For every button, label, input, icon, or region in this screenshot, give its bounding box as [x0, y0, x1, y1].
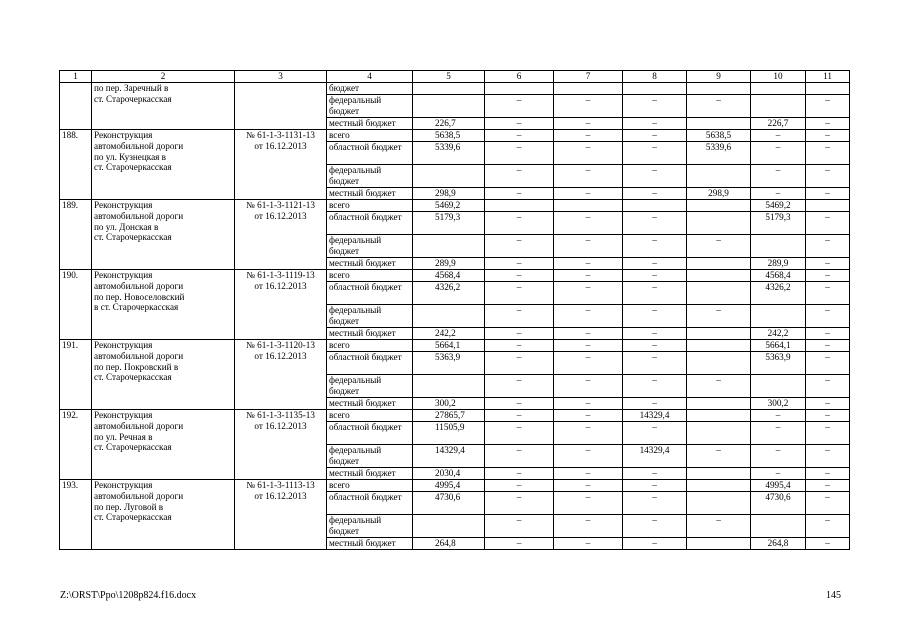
budget-label-cell: всего [327, 410, 413, 422]
value-cell: – [554, 235, 623, 258]
value-cell [687, 258, 751, 270]
value-cell: 4568,4 [413, 270, 485, 282]
text-line: от 16.12.2013 [254, 280, 307, 291]
text-line: от 16.12.2013 [254, 420, 307, 431]
value-cell [687, 480, 751, 492]
value-cell: – [485, 515, 554, 538]
value-cell [554, 200, 623, 212]
budget-label-cell: федеральный бюджет [327, 375, 413, 398]
text-line: ст. Старочеркасская [94, 512, 172, 523]
table-row [60, 340, 850, 352]
row-number-cell: 191. [60, 340, 92, 410]
value-cell [687, 270, 751, 282]
budget-label-cell: областной бюджет [327, 142, 413, 165]
value-cell: – [806, 305, 850, 328]
text-line: Реконструкция [94, 200, 153, 210]
value-cell: – [485, 235, 554, 258]
value-cell: – [751, 445, 806, 468]
value-cell: – [806, 410, 850, 422]
value-cell: 2030,4 [413, 468, 485, 480]
value-cell: – [554, 375, 623, 398]
budget-label-cell: всего [327, 480, 413, 492]
document-cell [235, 340, 327, 410]
value-cell: – [751, 130, 806, 142]
value-cell [413, 83, 485, 95]
value-cell [806, 200, 850, 212]
document-cell [235, 83, 327, 130]
row-number-cell: 190. [60, 270, 92, 340]
budget-label-cell: местный бюджет [327, 188, 413, 200]
text-line: Реконструкция [94, 270, 153, 280]
value-cell: – [806, 445, 850, 468]
value-cell: – [554, 118, 623, 130]
value-cell: – [485, 130, 554, 142]
value-cell: – [554, 422, 623, 445]
value-cell: 5469,2 [413, 200, 485, 212]
value-cell: – [806, 235, 850, 258]
text-line: ст. Старочеркасская [94, 442, 172, 453]
value-cell: 5339,6 [687, 142, 751, 165]
value-cell: 264,8 [413, 538, 485, 550]
text-line: автомобильной дороги [94, 140, 184, 151]
text-line: № 61-1-3-1113-13 [246, 480, 315, 490]
budget-label-cell: местный бюджет [327, 258, 413, 270]
text-line: от 16.12.2013 [254, 210, 307, 221]
value-cell: – [485, 305, 554, 328]
value-cell [687, 398, 751, 410]
text-line: № 61-1-3-1121-13 [246, 200, 315, 210]
value-cell: – [751, 468, 806, 480]
budget-label-cell: областной бюджет [327, 492, 413, 515]
value-cell [687, 410, 751, 422]
text-line: по ул. Речная в [94, 431, 153, 442]
text-line: Реконструкция [94, 410, 153, 420]
column-header: 2 [92, 71, 235, 83]
budget-label-cell: всего [327, 200, 413, 212]
value-cell: 14329,4 [623, 445, 687, 468]
budget-label-cell: федеральный бюджет [327, 445, 413, 468]
text-line: № 61-1-3-1119-13 [246, 270, 315, 280]
budget-label-cell: местный бюджет [327, 118, 413, 130]
value-cell [687, 200, 751, 212]
value-cell: – [554, 328, 623, 340]
value-cell: – [806, 118, 850, 130]
text-line: от 16.12.2013 [254, 140, 307, 151]
value-cell: – [751, 142, 806, 165]
value-cell [413, 95, 485, 118]
budget-label-cell: областной бюджет [327, 422, 413, 445]
value-cell: – [806, 538, 850, 550]
budget-label-cell: федеральный бюджет [327, 305, 413, 328]
value-cell: – [623, 538, 687, 550]
value-cell: – [806, 258, 850, 270]
value-cell: – [806, 398, 850, 410]
object-name-cell [92, 270, 235, 340]
value-cell: – [485, 95, 554, 118]
value-cell: – [485, 492, 554, 515]
value-cell: – [485, 118, 554, 130]
value-cell [806, 83, 850, 95]
value-cell: – [623, 352, 687, 375]
value-cell [413, 165, 485, 188]
value-cell: – [623, 305, 687, 328]
value-cell [413, 235, 485, 258]
value-cell: – [554, 188, 623, 200]
value-cell: 4995,4 [751, 480, 806, 492]
value-cell [687, 83, 751, 95]
value-cell: 5179,3 [751, 212, 806, 235]
value-cell: – [623, 130, 687, 142]
value-cell: 14329,4 [413, 445, 485, 468]
value-cell: – [806, 95, 850, 118]
value-cell: – [554, 305, 623, 328]
value-cell [751, 375, 806, 398]
value-cell [687, 328, 751, 340]
text-line: ст. Старочеркасская [94, 232, 172, 243]
value-cell: – [751, 422, 806, 445]
value-cell: – [623, 375, 687, 398]
value-cell [623, 83, 687, 95]
value-cell: – [485, 422, 554, 445]
value-cell: – [485, 188, 554, 200]
value-cell: – [485, 468, 554, 480]
budget-label-cell: местный бюджет [327, 468, 413, 480]
value-cell [687, 538, 751, 550]
value-cell [687, 422, 751, 445]
table-row [60, 410, 850, 422]
object-name-cell [92, 130, 235, 200]
object-name-cell [92, 340, 235, 410]
column-header: 6 [485, 71, 554, 83]
value-cell: – [751, 165, 806, 188]
value-cell [687, 352, 751, 375]
value-cell [751, 305, 806, 328]
value-cell: – [687, 235, 751, 258]
text-line: автомобильной дороги [94, 350, 184, 361]
budget-label-cell: федеральный бюджет [327, 515, 413, 538]
value-cell: 226,7 [413, 118, 485, 130]
value-cell: – [485, 142, 554, 165]
value-cell: – [485, 410, 554, 422]
value-cell: – [806, 212, 850, 235]
value-cell: – [623, 468, 687, 480]
budget-label-cell: всего [327, 340, 413, 352]
value-cell: 289,9 [751, 258, 806, 270]
value-cell: – [806, 492, 850, 515]
budget-label-cell: местный бюджет [327, 328, 413, 340]
value-cell: – [554, 480, 623, 492]
document-cell [235, 480, 327, 550]
text-line: Реконструкция [94, 340, 153, 350]
value-cell: – [687, 375, 751, 398]
text-line: по ул. Донская в [94, 221, 159, 232]
column-header: 10 [751, 71, 806, 83]
text-line: ст. Старочеркасская [94, 162, 172, 173]
value-cell: – [623, 258, 687, 270]
value-cell: – [806, 130, 850, 142]
value-cell: – [485, 258, 554, 270]
value-cell: 14329,4 [623, 410, 687, 422]
column-header: 4 [327, 71, 413, 83]
text-line: № 61-1-3-1135-13 [246, 410, 315, 420]
value-cell: 300,2 [413, 398, 485, 410]
value-cell: 298,9 [413, 188, 485, 200]
budget-label-cell: бюджет [327, 83, 413, 95]
value-cell [687, 492, 751, 515]
value-cell: 5664,1 [413, 340, 485, 352]
value-cell: – [485, 538, 554, 550]
text-line: ст. Старочеркасская [94, 372, 172, 383]
budget-label-cell: местный бюджет [327, 398, 413, 410]
value-cell: 5638,5 [413, 130, 485, 142]
value-cell: – [623, 165, 687, 188]
value-cell: 4995,4 [413, 480, 485, 492]
object-name-cell [92, 200, 235, 270]
column-number-header [60, 71, 850, 83]
column-header: 7 [554, 71, 623, 83]
value-cell: – [806, 188, 850, 200]
row-number-cell: 193. [60, 480, 92, 550]
value-cell: – [554, 95, 623, 118]
value-cell: – [554, 445, 623, 468]
row-number-cell [60, 83, 92, 130]
budget-label-cell: федеральный бюджет [327, 235, 413, 258]
value-cell: – [554, 142, 623, 165]
value-cell [687, 118, 751, 130]
text-line: по пер. Заречный в [94, 83, 169, 93]
text-line: № 61-1-3-1131-13 [246, 130, 315, 140]
row-number-cell: 192. [60, 410, 92, 480]
document-cell [235, 130, 327, 200]
value-cell: – [751, 188, 806, 200]
table-row [60, 83, 850, 95]
column-header: 5 [413, 71, 485, 83]
value-cell: 226,7 [751, 118, 806, 130]
value-cell: – [687, 515, 751, 538]
value-cell [687, 165, 751, 188]
text-line: автомобильной дороги [94, 420, 184, 431]
value-cell: – [687, 305, 751, 328]
value-cell: – [485, 212, 554, 235]
value-cell: – [554, 538, 623, 550]
value-cell: – [554, 212, 623, 235]
value-cell: – [554, 340, 623, 352]
document-cell [235, 200, 327, 270]
value-cell: – [485, 328, 554, 340]
value-cell [485, 83, 554, 95]
value-cell: 5339,6 [413, 142, 485, 165]
value-cell: 4730,6 [413, 492, 485, 515]
value-cell: – [806, 340, 850, 352]
text-line: по пер. Новоселовский [94, 291, 185, 302]
value-cell: – [554, 258, 623, 270]
table-row [60, 130, 850, 142]
value-cell: – [485, 340, 554, 352]
value-cell [687, 468, 751, 480]
value-cell: – [623, 515, 687, 538]
value-cell: 5664,1 [751, 340, 806, 352]
row-number-cell: 189. [60, 200, 92, 270]
value-cell: – [485, 352, 554, 375]
value-cell: – [554, 270, 623, 282]
text-line: Реконструкция [94, 130, 153, 140]
value-cell: 5363,9 [413, 352, 485, 375]
value-cell [687, 212, 751, 235]
value-cell: – [806, 480, 850, 492]
value-cell [751, 515, 806, 538]
table-row [60, 200, 850, 212]
value-cell: 4326,2 [751, 282, 806, 305]
value-cell [687, 340, 751, 352]
value-cell: – [623, 480, 687, 492]
value-cell: – [485, 480, 554, 492]
page-number: 145 [826, 590, 841, 601]
column-header: 11 [806, 71, 850, 83]
budget-table [59, 70, 850, 550]
value-cell: – [485, 282, 554, 305]
value-cell: 4730,6 [751, 492, 806, 515]
value-cell: – [687, 95, 751, 118]
value-cell: – [623, 282, 687, 305]
value-cell: – [554, 398, 623, 410]
budget-label-cell: всего [327, 270, 413, 282]
value-cell: – [485, 270, 554, 282]
value-cell: – [806, 515, 850, 538]
text-line: № 61-1-3-1120-13 [246, 340, 315, 350]
text-line: автомобильной дороги [94, 280, 184, 291]
table-row [60, 270, 850, 282]
value-cell: – [806, 282, 850, 305]
value-cell [413, 375, 485, 398]
value-cell: 242,2 [751, 328, 806, 340]
value-cell: – [623, 270, 687, 282]
text-line: от 16.12.2013 [254, 490, 307, 501]
value-cell: 5363,9 [751, 352, 806, 375]
text-line: по пер. Покровский в [94, 361, 179, 372]
value-cell: – [806, 468, 850, 480]
value-cell: – [554, 515, 623, 538]
value-cell: – [485, 165, 554, 188]
value-cell [751, 235, 806, 258]
value-cell: – [554, 468, 623, 480]
column-header: 8 [623, 71, 687, 83]
value-cell: 5638,5 [687, 130, 751, 142]
value-cell [485, 200, 554, 212]
value-cell: – [554, 492, 623, 515]
value-cell: – [554, 130, 623, 142]
object-name-cell [92, 410, 235, 480]
object-name-cell [92, 83, 235, 130]
value-cell: 4568,4 [751, 270, 806, 282]
column-header: 3 [235, 71, 327, 83]
value-cell [413, 305, 485, 328]
text-line: по ул. Кузнецкая в [94, 151, 167, 162]
value-cell: – [751, 410, 806, 422]
text-line: Реконструкция [94, 480, 153, 490]
value-cell [687, 282, 751, 305]
value-cell: – [806, 328, 850, 340]
value-cell: – [623, 398, 687, 410]
value-cell: – [623, 212, 687, 235]
value-cell: – [806, 142, 850, 165]
value-cell: – [623, 188, 687, 200]
budget-label-cell: местный бюджет [327, 538, 413, 550]
value-cell: 300,2 [751, 398, 806, 410]
value-cell: 27865,7 [413, 410, 485, 422]
document-cell [235, 410, 327, 480]
value-cell [554, 83, 623, 95]
budget-label-cell: федеральный бюджет [327, 165, 413, 188]
value-cell: – [806, 270, 850, 282]
value-cell: – [623, 118, 687, 130]
document-cell [235, 270, 327, 340]
value-cell: – [554, 410, 623, 422]
value-cell: 264,8 [751, 538, 806, 550]
budget-label-cell: областной бюджет [327, 282, 413, 305]
value-cell: 5179,3 [413, 212, 485, 235]
value-cell: 242,2 [413, 328, 485, 340]
value-cell: 4326,2 [413, 282, 485, 305]
value-cell: – [806, 422, 850, 445]
row-number-cell: 188. [60, 130, 92, 200]
value-cell: – [687, 445, 751, 468]
column-header: 1 [60, 71, 92, 83]
value-cell: – [806, 165, 850, 188]
budget-label-cell: всего [327, 130, 413, 142]
value-cell: – [806, 375, 850, 398]
value-cell: – [806, 352, 850, 375]
value-cell [751, 83, 806, 95]
text-line: по пер. Луговой в [94, 501, 164, 512]
text-line: в ст. Старочеркасская [94, 302, 179, 313]
value-cell: – [623, 340, 687, 352]
object-name-cell [92, 480, 235, 550]
budget-label-cell: областной бюджет [327, 352, 413, 375]
table-row [60, 480, 850, 492]
value-cell: – [554, 165, 623, 188]
value-cell: – [623, 492, 687, 515]
value-cell: 289,9 [413, 258, 485, 270]
budget-label-cell: федеральный бюджет [327, 95, 413, 118]
value-cell: 298,9 [687, 188, 751, 200]
value-cell: – [623, 95, 687, 118]
value-cell: – [623, 328, 687, 340]
footer-file-path: Z:\ORST\Ppo\1208p824.f16.docx [60, 590, 197, 601]
text-line: автомобильной дороги [94, 210, 184, 221]
value-cell: – [554, 352, 623, 375]
value-cell: 11505,9 [413, 422, 485, 445]
text-line: автомобильной дороги [94, 490, 184, 501]
value-cell: – [554, 282, 623, 305]
value-cell [751, 95, 806, 118]
value-cell: – [623, 235, 687, 258]
column-header: 9 [687, 71, 751, 83]
text-line: ст. Старочеркасская [94, 93, 172, 104]
value-cell: – [485, 375, 554, 398]
value-cell: – [485, 398, 554, 410]
value-cell: – [485, 445, 554, 468]
value-cell [413, 515, 485, 538]
value-cell [623, 200, 687, 212]
value-cell: – [623, 422, 687, 445]
budget-label-cell: областной бюджет [327, 212, 413, 235]
text-line: от 16.12.2013 [254, 350, 307, 361]
value-cell: – [623, 142, 687, 165]
value-cell: 5469,2 [751, 200, 806, 212]
